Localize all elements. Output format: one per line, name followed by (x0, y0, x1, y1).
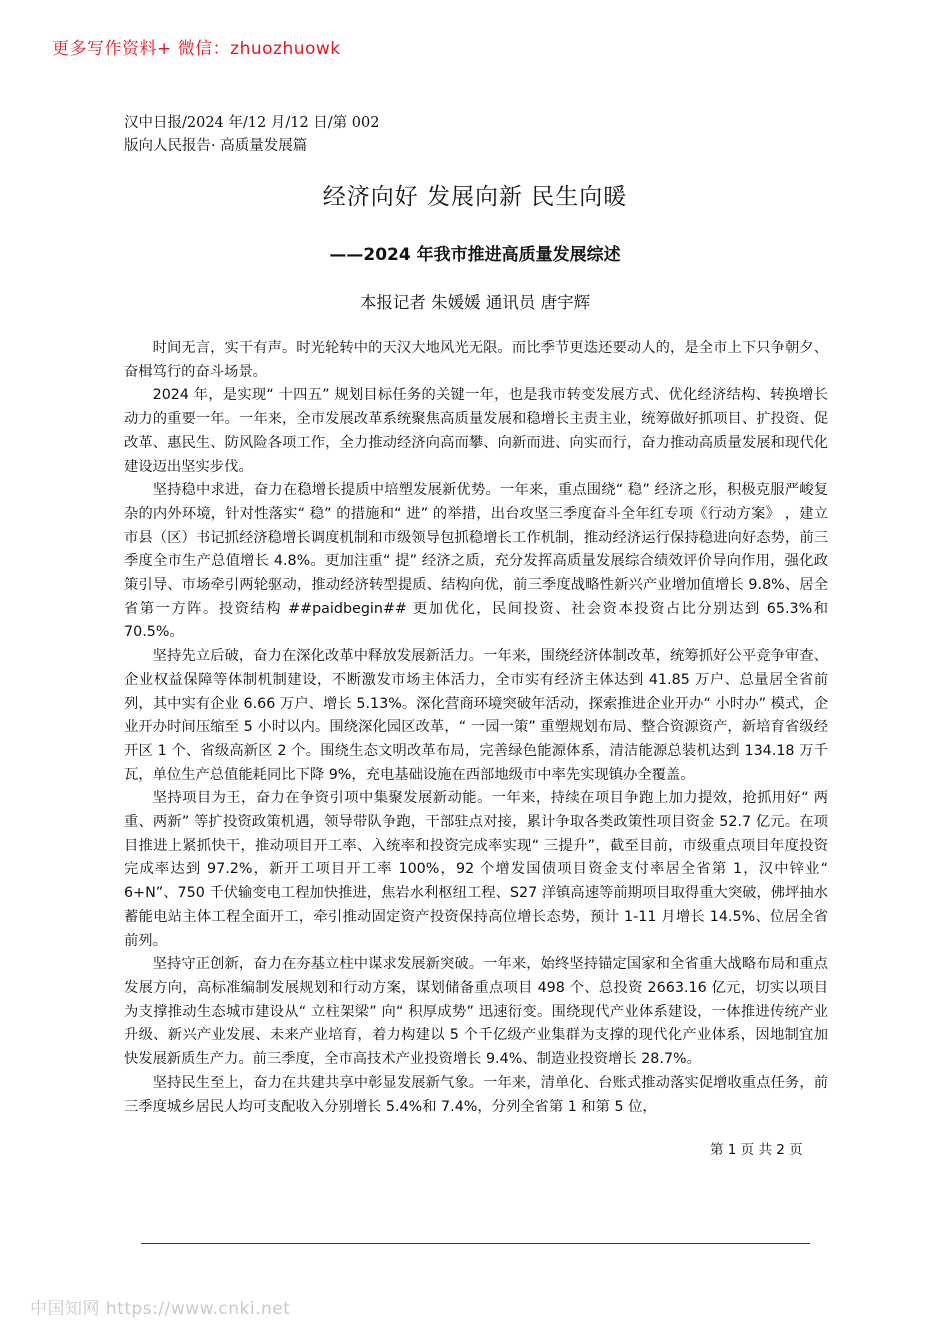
article-subtitle: ——2024 年我市推进高质量发展综述 (329, 245, 621, 265)
paragraph: 坚持先立后破，奋力在深化改革中释放发展新活力。一年来，围绕经济体制改革，统筹抓好公平竞争审查、企业权益保障等体制机制建设，不断激发市场主体活力，全市实有经济主体达到 41.85 万户、总量居全省前列，其中实有企业 6.66 万户、增长 5.13%。深化营商环境突破年活动，探索推进企业开办“ 小时办” 模式，企业开办时间压缩至 5 小时以内。围绕深化园区改革，“ 一园一策” 重塑规划布局、整合资源资产，新培育省级经开区 1 个、省级高新区 2 个。围绕生态文明改革布局，完善绿色能源体系，清洁能源总装机达到 134.18 万千瓦，单位生产总值能耗同比下降 9%，充电基础设施在西部地级市中率先实现镇办全覆盖。 (124, 648, 828, 783)
article-byline: 本报记者 朱媛媛 通讯员 唐宇辉 (359, 293, 591, 312)
paragraph: 坚持守正创新，奋力在夯基立柱中谋求发展新突破。一年来，始终坚持锚定国家和全省重大战略布局和重点发展方向，高标准编制发展规划和行动方案，谋划储备重点项目 498 个、总投资 2663.16 亿元，切实以项目为支撑推动生态城市建设从“ 立柱架梁” 向“ 积厚成势” 迅速衍变。围绕现代产业体系建设，一体推进传统产业升级、新兴产业发展、未来产业培育，着力构建以 5 个千亿级产业集群为支撑的现代化产业体系，因地制宜加快发展新质生产力。前三季度，全市高技术产业投资增长 9.4%、制造业投资增长 28.7%。 (124, 956, 828, 1068)
paragraph: 时间无言，实干有声。时光轮转中的天汉大地风光无限。而比季节更迭还要动人的，是全市上下只争朝夕、奋楫笃行的奋斗场景。 (124, 340, 828, 380)
cnki-watermark: 中国知网 https://www.cnki.net (30, 1299, 291, 1319)
page-number: 第 1 页 共 2 页 (710, 1142, 803, 1158)
paragraph: 坚持稳中求进，奋力在稳增长提质中培塑发展新优势。一年来，重点围绕“ 稳” 经济之形，积极克服严峻复杂的内外环境，针对性落实“ 稳” 的措施和“ 进” 的举措，出台攻坚三季度奋斗全年红专项《行动方案》 ，建立市县（区）书记抓经济稳增长调度机制和市级领导包抓稳增长工作机制，推动经济运行保持稳进向好态势，前三季度全市生产总值增长 4.8%。更加注重“ 提” 经济之质，充分发挥高质量发展综合绩效评价导向作用，强化政策引导、市场牵引两轮驱动，推动经济转型提质、结构向优，前三季度战略性新兴产业增加值增长 9.8%、居全省第一方阵。投资结构 ##paidbegin## 更加优化，民间投资、社会资本投资占比分别达到 65.3%和 70.5%。 (124, 482, 828, 641)
article-body (124, 337, 828, 1119)
paragraph: 坚持项目为王，奋力在争资引项中集聚发展新动能。一年来，持续在项目争跑上加力提效，抢抓用好“ 两重、两新” 等扩投资政策机遇，领导带队争跑，干部驻点对接，累计争取各类政策性项目资金 52.7 亿元。在项目推进上紧抓快干，推动项目开工率、入统率和投资完成率实现“ 三提升”，截至目前，市级重点项目年度投资完成率达到 97.2%，新开工项目开工率 100%，92 个增发国债项目资金支付率居全省第 1，汉中锌业“ 6+N”、750 千伏输变电工程加快推进，焦岩水利枢纽工程、S27 洋镇高速等前期项目取得重大突破，佛坪抽水蓄能电站主体工程全面开工，牵引推动固定资产投资保持高位增长态势，预计 1-11 月增长 14.5%、位居全省前列。 (124, 790, 828, 949)
source-meta-line: 版向人民报告· 高质量发展篇 (124, 138, 308, 154)
article-title: 经济向好 发展向新 民生向暖 (322, 184, 628, 210)
promo-banner: 更多写作资料+ 微信：zhuozhuowk (52, 39, 341, 59)
footer-divider (141, 1243, 810, 1244)
source-meta-line: 汉中日报/2024 年/12 月/12 日/第 002 (124, 115, 380, 131)
paragraph: 2024 年，是实现“ 十四五” 规划目标任务的关键一年，也是我市转变发展方式、优化经济结构、转换增长动力的重要一年。一年来，全市发展改革系统聚焦高质量发展和稳增长主责主业，统筹做好抓项目、扩投资、促改革、惠民生、防风险各项工作，全力推动经济向高而攀、向新而进、向实而行，奋力推动高质量发展和现代化建设迈出坚实步伐。 (124, 387, 828, 475)
paragraph: 坚持民生至上，奋力在共建共享中彰显发展新气象。一年来，清单化、台账式推动落实促增收重点任务，前三季度城乡居民人均可支配收入分别增长 5.4%和 7.4%，分列全省第 1 和第 5 位， (124, 1074, 828, 1115)
source-meta (124, 112, 379, 158)
